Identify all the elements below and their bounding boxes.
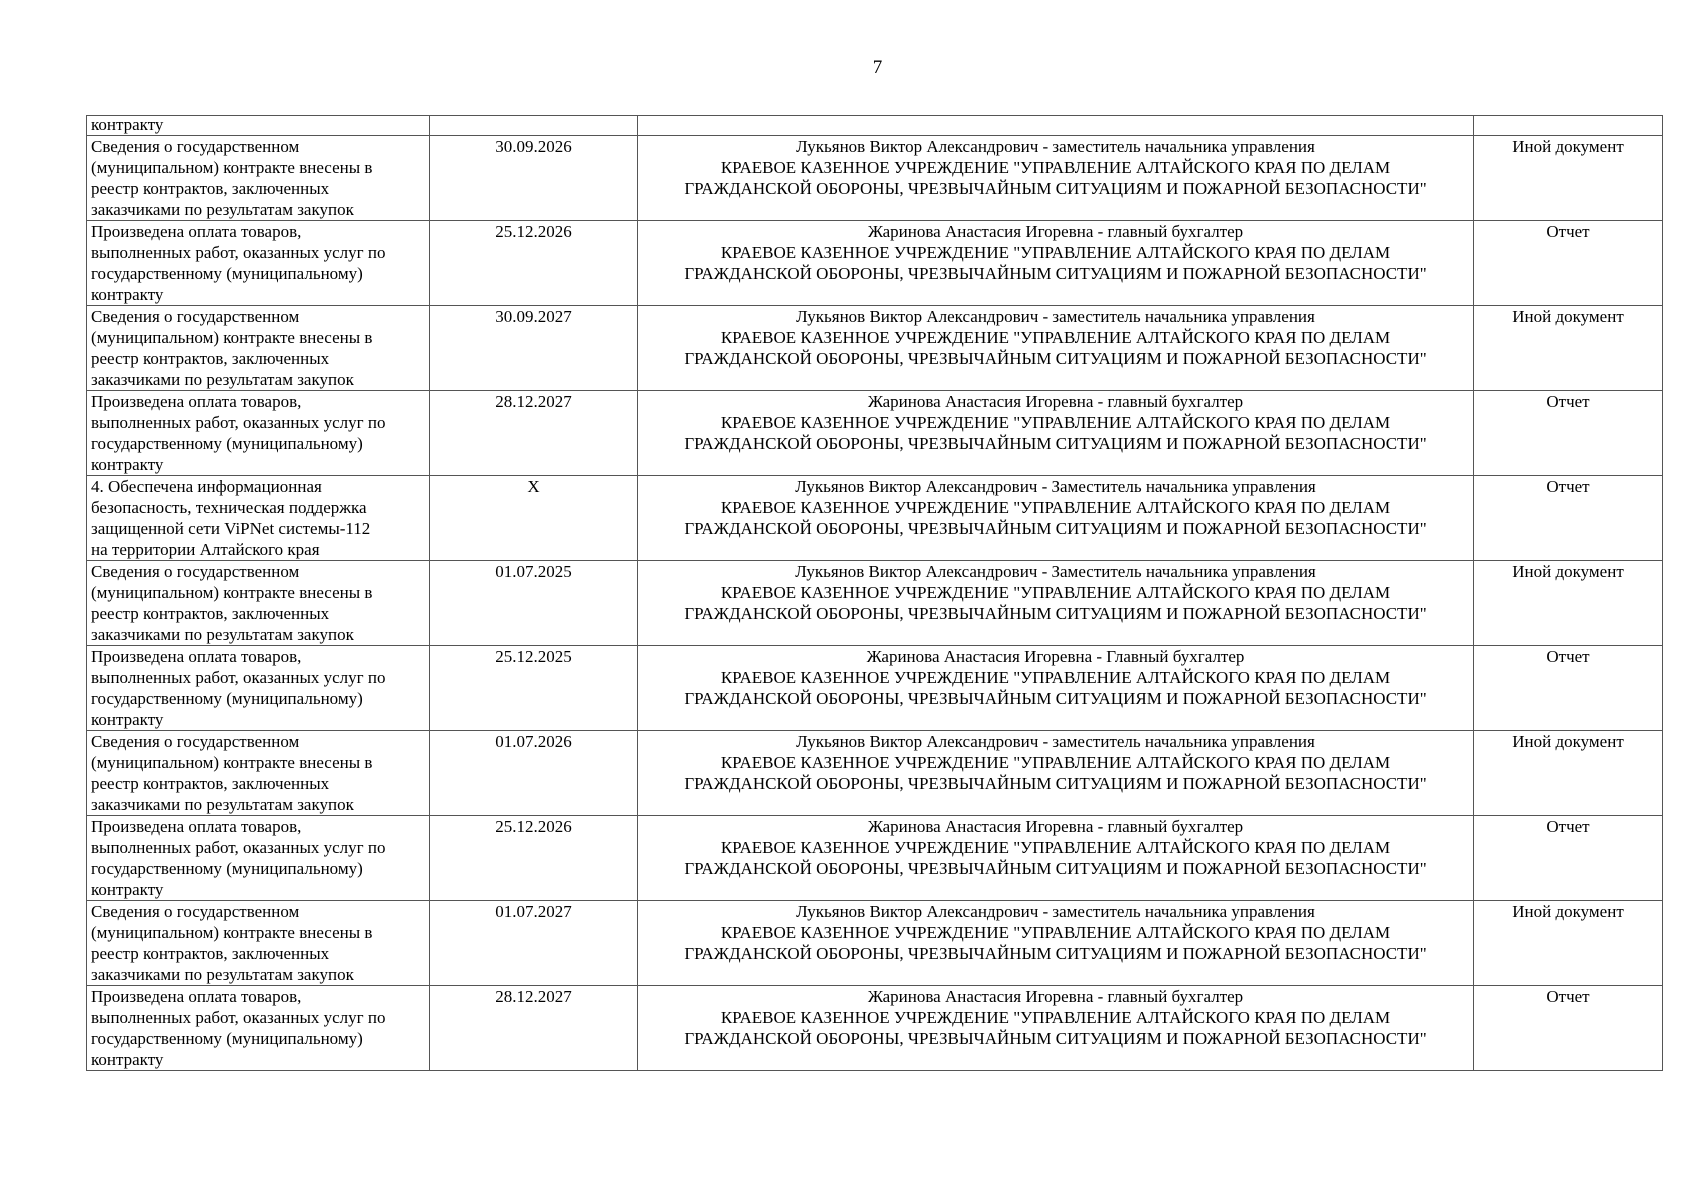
event-cell xyxy=(87,306,430,391)
responsible-text-line: ГРАЖДАНСКОЙ ОБОРОНЫ, ЧРЕЗВЫЧАЙНЫМ СИТУАЦИЯМ И ПОЖАРНОЙ БЕЗОПАСНОСТИ" xyxy=(684,689,1427,708)
responsible-text-line: ГРАЖДАНСКОЙ ОБОРОНЫ, ЧРЕЗВЫЧАЙНЫМ СИТУАЦИЯМ И ПОЖАРНОЙ БЕЗОПАСНОСТИ" xyxy=(684,859,1427,878)
event-text-line: Сведения о государственном xyxy=(91,307,300,326)
responsible-cell xyxy=(638,646,1474,731)
responsible-cell xyxy=(638,306,1474,391)
event-cell xyxy=(87,731,430,816)
event-text-line: Произведена оплата товаров, xyxy=(91,392,302,411)
responsible-cell xyxy=(638,901,1474,986)
event-text-line: защищенной сети ViPNet системы-112 xyxy=(91,519,371,538)
event-cell xyxy=(87,646,430,731)
event-text-line: (муниципальном) контракте внесены в xyxy=(91,328,373,347)
table-row xyxy=(87,901,1663,986)
table-row xyxy=(87,816,1663,901)
responsible-cell xyxy=(638,116,1474,136)
event-text-line: Сведения о государственном xyxy=(91,562,300,581)
responsible-text-line: ГРАЖДАНСКОЙ ОБОРОНЫ, ЧРЕЗВЫЧАЙНЫМ СИТУАЦИЯМ И ПОЖАРНОЙ БЕЗОПАСНОСТИ" xyxy=(684,944,1427,963)
doc-type-cell: Иной документ xyxy=(1474,136,1663,221)
date-cell: 28.12.2027 xyxy=(430,986,638,1071)
doc-type-cell: Иной документ xyxy=(1474,306,1663,391)
date-cell: 01.07.2026 xyxy=(430,731,638,816)
responsible-cell xyxy=(638,816,1474,901)
responsible-text-line: КРАЕВОЕ КАЗЕННОЕ УЧРЕЖДЕНИЕ "УПРАВЛЕНИЕ АЛТАЙСКОГО КРАЯ ПО ДЕЛАМ xyxy=(720,753,1391,772)
control-points-table xyxy=(86,115,1663,1071)
event-text-line: контракту xyxy=(91,455,164,474)
event-cell xyxy=(87,816,430,901)
event-text-line: (муниципальном) контракте внесены в xyxy=(91,583,373,602)
responsible-text-line: ГРАЖДАНСКОЙ ОБОРОНЫ, ЧРЕЗВЫЧАЙНЫМ СИТУАЦИЯМ И ПОЖАРНОЙ БЕЗОПАСНОСТИ" xyxy=(684,774,1427,793)
event-text-line: реестр контрактов, заключенных xyxy=(91,944,330,963)
event-text-line: контракту xyxy=(91,1050,164,1069)
doc-type-cell: Отчет xyxy=(1474,646,1663,731)
event-text-line: контракту xyxy=(91,285,164,304)
event-text-line: государственному (муниципальному) xyxy=(91,1029,363,1048)
responsible-cell xyxy=(638,986,1474,1071)
date-cell: 28.12.2027 xyxy=(430,391,638,476)
responsible-text-line: Лукьянов Виктор Александрович - Заместитель начальника управления xyxy=(795,477,1316,496)
event-text-line: контракту xyxy=(91,710,164,729)
responsible-text-line: ГРАЖДАНСКОЙ ОБОРОНЫ, ЧРЕЗВЫЧАЙНЫМ СИТУАЦИЯМ И ПОЖАРНОЙ БЕЗОПАСНОСТИ" xyxy=(684,179,1427,198)
event-text-line: выполненных работ, оказанных услуг по xyxy=(91,243,386,262)
event-text-line: выполненных работ, оказанных услуг по xyxy=(91,668,386,687)
event-cell xyxy=(87,221,430,306)
event-cell xyxy=(87,561,430,646)
responsible-text-line: Жаринова Анастасия Игоревна - главный бухгалтер xyxy=(867,392,1244,411)
event-text-line: государственному (муниципальному) xyxy=(91,434,363,453)
responsible-cell xyxy=(638,561,1474,646)
date-cell: 01.07.2025 xyxy=(430,561,638,646)
event-text-line: реестр контрактов, заключенных xyxy=(91,604,330,623)
responsible-text-line: КРАЕВОЕ КАЗЕННОЕ УЧРЕЖДЕНИЕ "УПРАВЛЕНИЕ АЛТАЙСКОГО КРАЯ ПО ДЕЛАМ xyxy=(720,243,1391,262)
event-text-line: Сведения о государственном xyxy=(91,902,300,921)
responsible-text-line: Жаринова Анастасия Игоревна - главный бухгалтер xyxy=(867,222,1244,241)
event-text-line: государственному (муниципальному) xyxy=(91,689,363,708)
responsible-text-line: Лукьянов Виктор Александрович - заместитель начальника управления xyxy=(796,732,1315,751)
event-text-line: реестр контрактов, заключенных xyxy=(91,774,330,793)
event-text-line: выполненных работ, оказанных услуг по xyxy=(91,838,386,857)
event-text-line: Сведения о государственном xyxy=(91,732,300,751)
responsible-text-line: КРАЕВОЕ КАЗЕННОЕ УЧРЕЖДЕНИЕ "УПРАВЛЕНИЕ АЛТАЙСКОГО КРАЯ ПО ДЕЛАМ xyxy=(720,838,1391,857)
responsible-text-line: КРАЕВОЕ КАЗЕННОЕ УЧРЕЖДЕНИЕ "УПРАВЛЕНИЕ АЛТАЙСКОГО КРАЯ ПО ДЕЛАМ xyxy=(720,158,1391,177)
responsible-text-line: КРАЕВОЕ КАЗЕННОЕ УЧРЕЖДЕНИЕ "УПРАВЛЕНИЕ АЛТАЙСКОГО КРАЯ ПО ДЕЛАМ xyxy=(720,583,1391,602)
responsible-text-line: КРАЕВОЕ КАЗЕННОЕ УЧРЕЖДЕНИЕ "УПРАВЛЕНИЕ АЛТАЙСКОГО КРАЯ ПО ДЕЛАМ xyxy=(720,923,1391,942)
event-text-line: Произведена оплата товаров, xyxy=(91,817,302,836)
responsible-text-line: Лукьянов Виктор Александрович - заместитель начальника управления xyxy=(796,307,1315,326)
event-cell xyxy=(87,391,430,476)
responsible-text-line: ГРАЖДАНСКОЙ ОБОРОНЫ, ЧРЕЗВЫЧАЙНЫМ СИТУАЦИЯМ И ПОЖАРНОЙ БЕЗОПАСНОСТИ" xyxy=(684,604,1427,623)
responsible-text-line: ГРАЖДАНСКОЙ ОБОРОНЫ, ЧРЕЗВЫЧАЙНЫМ СИТУАЦИЯМ И ПОЖАРНОЙ БЕЗОПАСНОСТИ" xyxy=(684,1029,1427,1048)
date-cell: 25.12.2026 xyxy=(430,221,638,306)
responsible-text-line: КРАЕВОЕ КАЗЕННОЕ УЧРЕЖДЕНИЕ "УПРАВЛЕНИЕ АЛТАЙСКОГО КРАЯ ПО ДЕЛАМ xyxy=(720,498,1391,517)
responsible-text-line: Лукьянов Виктор Александрович - заместитель начальника управления xyxy=(796,137,1315,156)
responsible-text-line: Лукьянов Виктор Александрович - заместитель начальника управления xyxy=(796,902,1315,921)
page-number: 7 xyxy=(872,57,883,78)
table-row xyxy=(87,646,1663,731)
date-cell xyxy=(430,116,638,136)
responsible-text-line: КРАЕВОЕ КАЗЕННОЕ УЧРЕЖДЕНИЕ "УПРАВЛЕНИЕ АЛТАЙСКОГО КРАЯ ПО ДЕЛАМ xyxy=(720,328,1391,347)
responsible-text-line: ГРАЖДАНСКОЙ ОБОРОНЫ, ЧРЕЗВЫЧАЙНЫМ СИТУАЦИЯМ И ПОЖАРНОЙ БЕЗОПАСНОСТИ" xyxy=(684,349,1427,368)
event-text-line: Сведения о государственном xyxy=(91,137,300,156)
responsible-text-line: КРАЕВОЕ КАЗЕННОЕ УЧРЕЖДЕНИЕ "УПРАВЛЕНИЕ АЛТАЙСКОГО КРАЯ ПО ДЕЛАМ xyxy=(720,413,1391,432)
responsible-text-line: Жаринова Анастасия Игоревна - главный бухгалтер xyxy=(867,817,1244,836)
responsible-text-line: Жаринова Анастасия Игоревна - Главный бухгалтер xyxy=(866,647,1245,666)
responsible-text-line: ГРАЖДАНСКОЙ ОБОРОНЫ, ЧРЕЗВЫЧАЙНЫМ СИТУАЦИЯМ И ПОЖАРНОЙ БЕЗОПАСНОСТИ" xyxy=(684,519,1427,538)
date-cell: 25.12.2026 xyxy=(430,816,638,901)
doc-type-cell: Иной документ xyxy=(1474,731,1663,816)
responsible-cell xyxy=(638,731,1474,816)
table-row xyxy=(87,391,1663,476)
event-text-line: (муниципальном) контракте внесены в xyxy=(91,158,373,177)
event-text-line: Произведена оплата товаров, xyxy=(91,222,302,241)
doc-type-cell: Отчет xyxy=(1474,986,1663,1071)
table-row xyxy=(87,561,1663,646)
doc-type-cell: Иной документ xyxy=(1474,561,1663,646)
event-text-line: государственному (муниципальному) xyxy=(91,859,363,878)
date-cell: 01.07.2027 xyxy=(430,901,638,986)
event-text-line: контракту xyxy=(91,880,164,899)
event-text-line: Произведена оплата товаров, xyxy=(91,647,302,666)
doc-type-cell xyxy=(1474,116,1663,136)
responsible-text-line: Жаринова Анастасия Игоревна - главный бухгалтер xyxy=(867,987,1244,1006)
date-cell: 30.09.2026 xyxy=(430,136,638,221)
table-row xyxy=(87,136,1663,221)
event-cell xyxy=(87,136,430,221)
event-cell: контракту xyxy=(87,116,430,136)
doc-type-cell: Отчет xyxy=(1474,476,1663,561)
date-cell: X xyxy=(430,476,638,561)
responsible-text-line: ГРАЖДАНСКОЙ ОБОРОНЫ, ЧРЕЗВЫЧАЙНЫМ СИТУАЦИЯМ И ПОЖАРНОЙ БЕЗОПАСНОСТИ" xyxy=(684,264,1427,283)
doc-type-cell: Отчет xyxy=(1474,391,1663,476)
event-text-line: заказчиками по результатам закупок xyxy=(91,795,354,814)
table-row-continuation xyxy=(87,116,1663,136)
responsible-text-line: КРАЕВОЕ КАЗЕННОЕ УЧРЕЖДЕНИЕ "УПРАВЛЕНИЕ АЛТАЙСКОГО КРАЯ ПО ДЕЛАМ xyxy=(720,1008,1391,1027)
event-text-line: 4. Обеспечена информационная xyxy=(91,477,322,496)
event-text-line: реестр контрактов, заключенных xyxy=(91,179,330,198)
responsible-cell xyxy=(638,221,1474,306)
event-cell xyxy=(87,986,430,1071)
table-row xyxy=(87,306,1663,391)
responsible-text-line: Лукьянов Виктор Александрович - Заместитель начальника управления xyxy=(795,562,1316,581)
event-cell xyxy=(87,476,430,561)
event-text-line: заказчиками по результатам закупок xyxy=(91,370,354,389)
event-text-line: выполненных работ, оказанных услуг по xyxy=(91,1008,386,1027)
event-text-line: (муниципальном) контракте внесены в xyxy=(91,753,373,772)
doc-type-cell: Иной документ xyxy=(1474,901,1663,986)
table-row xyxy=(87,986,1663,1071)
event-cell xyxy=(87,901,430,986)
table-body xyxy=(87,116,1663,1071)
table-row xyxy=(87,476,1663,561)
responsible-cell xyxy=(638,476,1474,561)
event-text-line: выполненных работ, оказанных услуг по xyxy=(91,413,386,432)
doc-type-cell: Отчет xyxy=(1474,221,1663,306)
responsible-cell xyxy=(638,391,1474,476)
responsible-text-line: ГРАЖДАНСКОЙ ОБОРОНЫ, ЧРЕЗВЫЧАЙНЫМ СИТУАЦИЯМ И ПОЖАРНОЙ БЕЗОПАСНОСТИ" xyxy=(684,434,1427,453)
table-row xyxy=(87,221,1663,306)
event-text-line: (муниципальном) контракте внесены в xyxy=(91,923,373,942)
event-text-line: государственному (муниципальному) xyxy=(91,264,363,283)
responsible-cell xyxy=(638,136,1474,221)
event-text-line: реестр контрактов, заключенных xyxy=(91,349,330,368)
event-text-line: на территории Алтайского края xyxy=(91,540,320,559)
event-text-line: заказчиками по результатам закупок xyxy=(91,965,354,984)
date-cell: 25.12.2025 xyxy=(430,646,638,731)
table-row xyxy=(87,731,1663,816)
event-text-line: Произведена оплата товаров, xyxy=(91,987,302,1006)
event-text-line: безопасность, техническая поддержка xyxy=(91,498,367,517)
event-text-line: заказчиками по результатам закупок xyxy=(91,200,354,219)
responsible-text-line: КРАЕВОЕ КАЗЕННОЕ УЧРЕЖДЕНИЕ "УПРАВЛЕНИЕ АЛТАЙСКОГО КРАЯ ПО ДЕЛАМ xyxy=(720,668,1391,687)
doc-type-cell: Отчет xyxy=(1474,816,1663,901)
date-cell: 30.09.2027 xyxy=(430,306,638,391)
event-text-line: заказчиками по результатам закупок xyxy=(91,625,354,644)
